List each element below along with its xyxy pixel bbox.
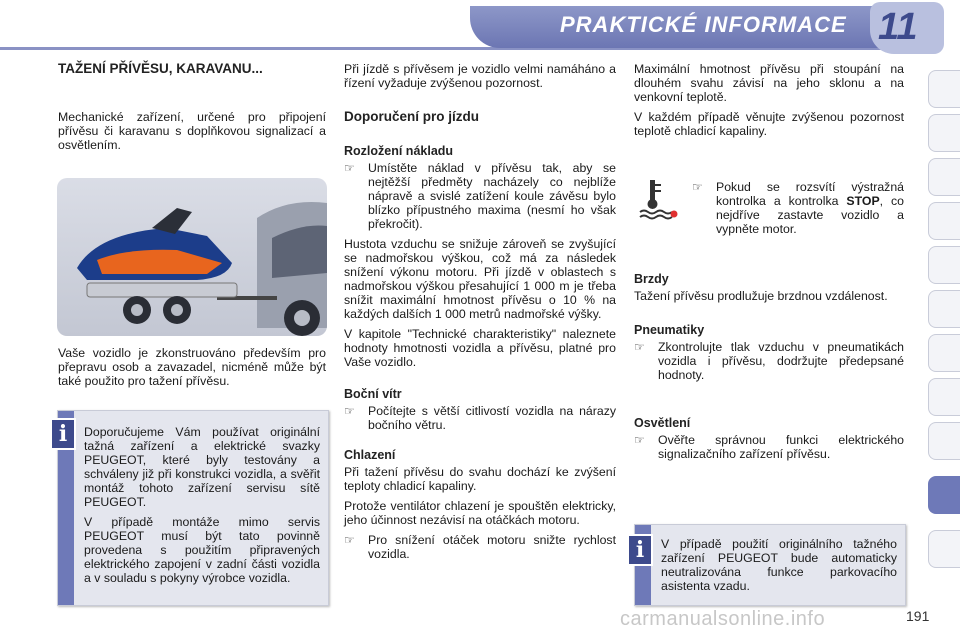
body-paragraph: Při tažení přívěsu do svahu dochází ke zvýšení teploty chladicí kapaliny. — [344, 465, 616, 493]
body-paragraph: Maximální hmotnost přívěsu při stoupání na dlouhém svahu závisí na jeho sklonu a na venkovní teplotě. — [634, 62, 904, 104]
stop-label: STOP — [846, 194, 880, 208]
subheading-brakes: Brzdy — [634, 272, 669, 286]
coolant-temperature-warning-icon — [638, 176, 680, 220]
pointer-icon: ☞ — [692, 180, 703, 194]
list-item: ☞ Umístěte náklad v přívěsu tak, aby se nejtěžší předměty nacházely co nejblíže nápravě a svislé zatížení koule závěsu bylo blízko přípustného maxima (nesmí ho však překročit). — [344, 161, 616, 231]
intro-paragraph: Při jízdě s přívěsem je vozidlo velmi namáháno a řízení vyžaduje zvýšenou pozornost. — [344, 62, 616, 90]
usage-paragraph: Vaše vozidlo je zkonstruováno především pro přepravu osob a zavazadel, nicméně může být také použito pro tažení přívěsu. — [58, 346, 326, 388]
car-with-trailer-illustration — [57, 178, 327, 336]
pointer-icon: ☞ — [344, 404, 355, 418]
info-box-parking-assist — [634, 524, 906, 606]
info-icon: i — [50, 418, 76, 450]
chapter-tab[interactable] — [928, 158, 960, 196]
body-paragraph: Protože ventilátor chlazení je spouštěn elektricky, jeho účinnost nezávisí na otáčkách motoru. — [344, 499, 616, 527]
chapter-tab[interactable] — [928, 114, 960, 152]
page-title: PRAKTICKÉ INFORMACE — [560, 12, 847, 37]
page-header — [0, 0, 960, 58]
list-item: ☞ Počítejte s větší citlivostí vozidla na nárazy bočního větru. — [344, 404, 616, 432]
info-box-text — [84, 425, 320, 591]
info-icon: i — [627, 534, 653, 566]
chapter-tab[interactable] — [928, 422, 960, 460]
list-item: ☞ Zkontrolujte tlak vzduchu v pneumatikách vozidla i přívěsu, dodržujte předepsané hodnoty. — [634, 340, 904, 382]
info-box-recommendation — [57, 410, 329, 606]
watermark: carmanualsonline.info — [620, 608, 826, 630]
chapter-tab-active[interactable] — [928, 476, 960, 514]
chapter-tabs — [928, 70, 960, 610]
pointer-icon: ☞ — [344, 533, 355, 547]
chapter-tab[interactable] — [928, 378, 960, 416]
chapter-tab[interactable] — [928, 202, 960, 240]
chapter-tab[interactable] — [928, 70, 960, 108]
body-paragraph: V kapitole "Technické charakteristiky" naleznete hodnoty hmotnosti vozidla a přívěsu, platné pro Vaše vozidlo. — [344, 327, 616, 369]
section-heading: TAŽENÍ PŘÍVĚSU, KARAVANU... — [58, 61, 263, 76]
info-box-text: V případě použití originálního tažného zařízení PEUGEOT bude automaticky neutralizována funkce parkovacího asistenta vzadu. — [661, 537, 897, 593]
chapter-tab[interactable] — [928, 334, 960, 372]
subheading-tyres: Pneumatiky — [634, 323, 705, 337]
chapter-tab[interactable] — [928, 530, 960, 568]
list-item: ☞ Pro snížení otáček motoru snižte rychlost vozidla. — [344, 533, 616, 561]
column-1 — [58, 62, 326, 158]
intro-paragraph: Mechanické zařízení, určené pro připojení přívěsu či karavanu s doplňkovou signalizací a osvětlením. — [58, 110, 326, 152]
pointer-icon: ☞ — [634, 340, 645, 354]
pointer-icon: ☞ — [344, 161, 355, 175]
info-paragraph: V případě montáže mimo servis PEUGEOT musí být tato povinně provedena s použitím připravených elektrického zapojení v zadní části vozidla a v souladu s pokyny výrobce vozidla. — [84, 515, 320, 585]
subheading-load: Rozložení nákladu — [344, 144, 454, 158]
column-1-lower — [58, 346, 326, 394]
subheading-cooling: Chlazení — [344, 448, 396, 462]
warning-note — [692, 180, 904, 242]
column-2 — [344, 62, 616, 567]
section-heading: Doporučení pro jízdu — [344, 109, 479, 124]
list-item: ☞ Pokud se rozsvítí výstražná kontrolka a kontrolka STOP, co nejdříve zastavte vozidlo a vypněte motor. — [692, 180, 904, 236]
page-number: 191 — [906, 608, 930, 624]
chapter-number: 11 — [878, 6, 918, 48]
body-paragraph: Tažení přívěsu prodlužuje brzdnou vzdálenost. — [634, 289, 888, 303]
subheading-lights: Osvětlení — [634, 416, 691, 430]
chapter-tab[interactable] — [928, 246, 960, 284]
body-paragraph: V každém případě věnujte zvýšenou pozornost teplotě chladicí kapaliny. — [634, 110, 904, 138]
subheading-wind: Boční vítr — [344, 387, 402, 401]
info-paragraph: Doporučujeme Vám používat originální tažná zařízení a elektrické svazky PEUGEOT, které byly testovány a schváleny již při konstrukci vozidla, a svěřit montáž tohoto zařízení servisu sítě PEUGEOT. — [84, 425, 320, 509]
column-3-lower — [634, 272, 904, 467]
chapter-tab[interactable] — [928, 290, 960, 328]
column-3 — [634, 62, 904, 144]
jetski-trailer-icon — [57, 178, 327, 336]
body-paragraph: Hustota vzduchu se snižuje zároveň se zvyšující se nadmořskou výškou, což má za následek snížení výkonu motoru. Při jízdě v oblastech s nadmořskou výškou přesahující 1 000 m je třeba snížit maximální hmotnost přívěsu o 10 % na každých dalších 1 000 metrů nadmořské výšky. — [344, 237, 616, 321]
pointer-icon: ☞ — [634, 433, 645, 447]
list-item: ☞ Ověřte správnou funkci elektrického signalizačního zařízení přívěsu. — [634, 433, 904, 461]
